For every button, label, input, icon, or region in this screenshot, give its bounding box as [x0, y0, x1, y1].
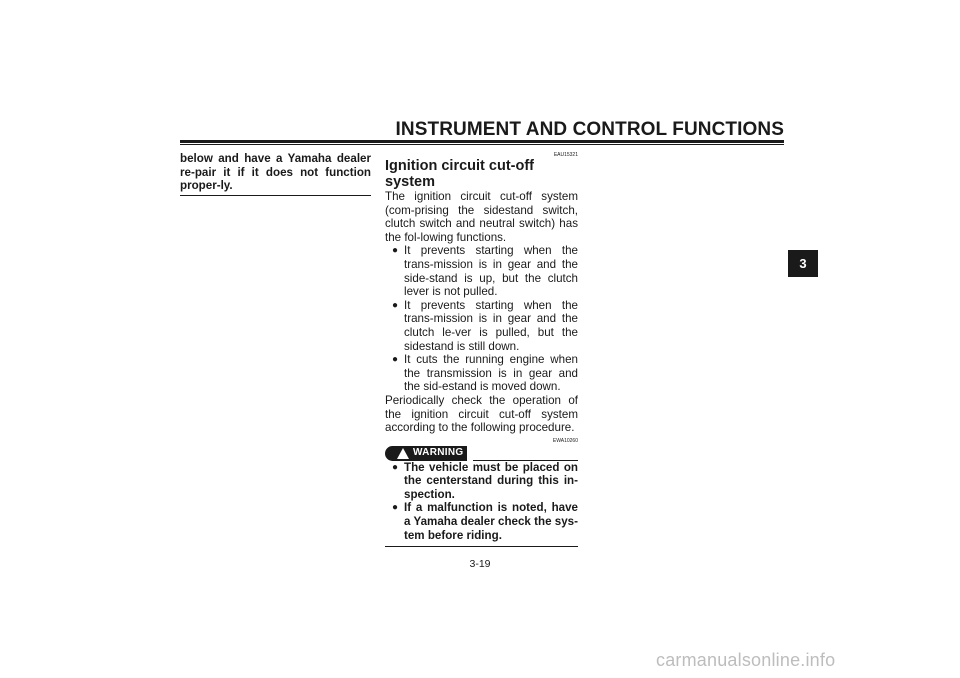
list-item: ● It prevents starting when the trans-mission is in gear and the clutch le-ver is pulled, but the sidestand is still down. [392, 298, 578, 353]
list-item: ● The vehicle must be placed on the centerstand during this in-spection. [392, 460, 578, 501]
warning-list [385, 461, 578, 543]
section-title: Ignition circuit cut-off system [385, 158, 535, 190]
warning-badge: WARNING [385, 446, 467, 461]
section-intro: The ignition circuit cut-off system (com-prising the sidestand switch, clutch switch and neutral switch) has the fol-lowing functions. [385, 190, 578, 244]
section-code: EAU15321 [553, 152, 578, 158]
page-header: INSTRUMENT AND CONTROL FUNCTIONS [395, 119, 784, 140]
chapter-tab: 3 [788, 250, 818, 277]
bullet-icon: ● [392, 461, 399, 473]
section-outro: Periodically check the operation of the ignition circuit cut-off system according to the following procedure. [385, 393, 578, 435]
bullet-icon: ● [392, 245, 399, 257]
header-rule-thin [180, 144, 784, 145]
bullet-icon: ● [392, 299, 399, 311]
header-rule [180, 140, 784, 143]
list-item: ● It cuts the running engine when the transmission is in gear and the sid-estand is moved down. [392, 353, 578, 394]
warning-end-divider [180, 195, 371, 196]
function-list [385, 244, 578, 394]
warning-triangle-icon [397, 448, 409, 459]
watermark: carmanualsonline.info [656, 650, 836, 670]
warning-header [385, 446, 578, 461]
page-number: 3-19 [469, 558, 491, 570]
warning-code: EWA10260 [552, 437, 578, 444]
continued-warning-text: below and have a Yamaha dealer re-pair it if it does not function proper-ly. [180, 152, 371, 193]
warning-end-rule [385, 546, 578, 547]
right-column [385, 152, 578, 547]
list-item: ● If a malfunction is noted, have a Yamaha dealer check the sys-tem before riding. [392, 501, 578, 542]
left-column [180, 152, 371, 196]
list-item: ● It prevents starting when the trans-mission is in gear and the side-stand is up, but the clutch lever is not pulled. [392, 244, 578, 299]
bullet-icon: ● [392, 354, 399, 366]
bullet-icon: ● [392, 502, 399, 514]
